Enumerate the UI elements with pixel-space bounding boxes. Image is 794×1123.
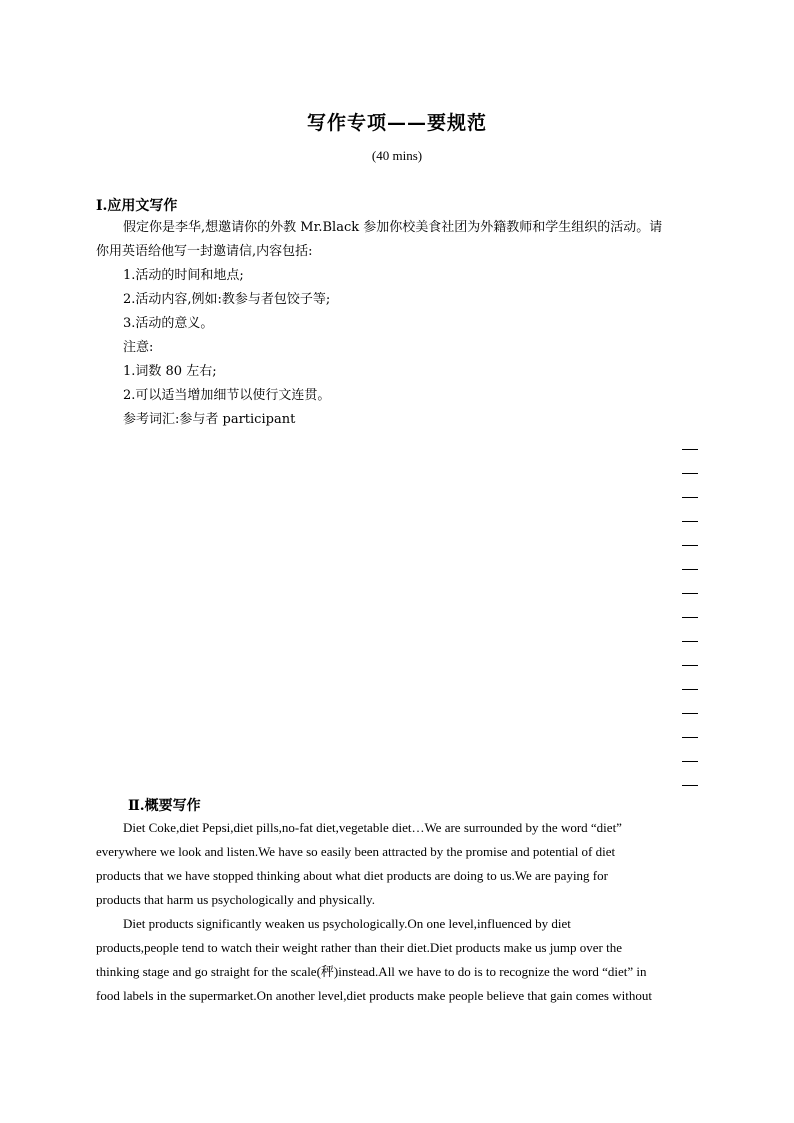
note-item: 1.词数 80 左右; [123,364,217,379]
answer-line[interactable] [682,737,698,738]
requirement-item: 1.活动的时间和地点; [123,268,244,283]
page-title: 写作专项——要规范 [306,112,487,134]
answer-line[interactable] [682,761,698,762]
passage-line: products that we have stopped thinking about what diet products are doing to us.We are paying for [96,868,608,883]
section-heading-summary-writing: Ⅱ.概要写作 [128,798,201,814]
answer-line[interactable] [682,569,698,570]
passage-line: products,people tend to watch their weight rather than their diet.Diet products make us jump over the [96,940,622,955]
answer-line[interactable] [682,665,698,666]
passage-line: food labels in the supermarket.On another level,diet products make people believe that gain comes without [96,988,652,1003]
passage-line: thinking stage and go straight for the scale(秤)instead.All we have to do is to recognize the word “diet” in [96,964,647,979]
answer-line[interactable] [682,473,698,474]
passage-line: everywhere we look and listen.We have so easily been attracted by the promise and potential of diet [96,844,616,859]
answer-line[interactable] [682,497,698,498]
answer-line[interactable] [682,785,698,786]
answer-line[interactable] [682,713,698,714]
passage-line: products that harm us psychologically and physically. [96,892,375,907]
note-label: 注意: [123,340,154,355]
reference-vocabulary: 参考词汇:参与者 participant [123,412,296,427]
prompt-line: 假定你是李华,想邀请你的外教 Mr.Black 参加你校美食社团为外籍教师和学生组织的活动。请 [123,220,663,235]
answer-line[interactable] [682,617,698,618]
answer-line[interactable] [682,689,698,690]
requirement-item: 3.活动的意义。 [123,316,214,331]
section-heading-practical-writing: Ⅰ.应用文写作 [96,198,178,214]
prompt-line: 你用英语给他写一封邀请信,内容包括: [96,244,313,259]
time-limit: (40 mins) [371,148,423,163]
answer-line[interactable] [682,449,698,450]
passage-line: Diet Coke,diet Pepsi,diet pills,no-fat diet,vegetable diet…We are surrounded by the word “diet” [123,820,622,835]
passage-line: Diet products significantly weaken us psychologically.On one level,influenced by diet [123,916,571,931]
answer-line[interactable] [682,593,698,594]
answer-line[interactable] [682,641,698,642]
answer-line[interactable] [682,545,698,546]
answer-lines[interactable] [682,449,698,809]
answer-line[interactable] [682,521,698,522]
note-item: 2.可以适当增加细节以使行文连贯。 [123,388,331,403]
requirement-item: 2.活动内容,例如:教参与者包饺子等; [123,292,331,307]
